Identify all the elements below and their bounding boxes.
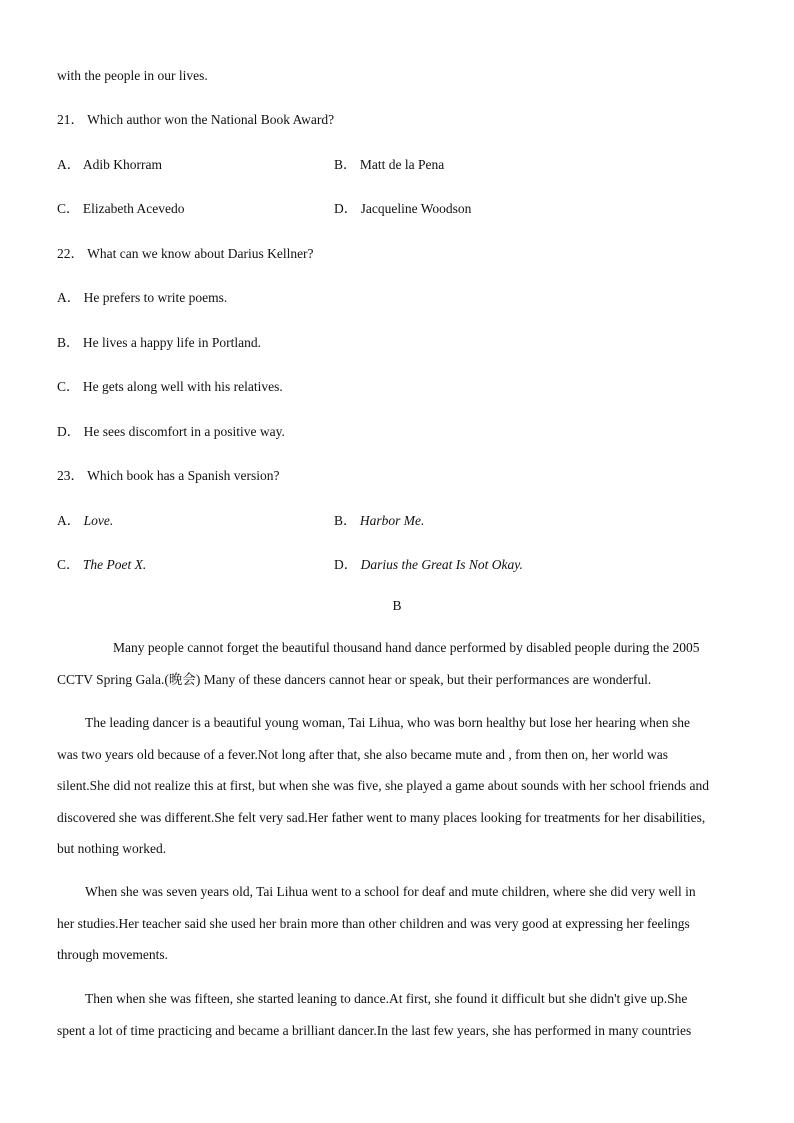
paragraph-line: CCTV Spring Gala.(晚会) Many of these dancers cannot hear or speak, but their performances are wonderful. — [57, 671, 652, 687]
question-22-stem: 22． What can we know about Darius Kellner? — [57, 246, 314, 261]
q23-option-a — [57, 512, 113, 530]
paragraph-line: her studies.Her teacher said she used her brain more than other children and was very good at expressing her feelings — [57, 915, 690, 931]
option-letter: A． — [57, 513, 81, 528]
paragraph-line: but nothing worked. — [57, 841, 167, 856]
paragraph-line: Then when she was fifteen, she started leaning to dance.At first, she found it difficult but she didn't give up.She — [85, 991, 688, 1006]
paragraph-line: discovered she was different.She felt very sad.Her father went to many places looking for treatments for her disabilities, — [57, 809, 706, 825]
option-text: Jacqueline Woodson — [360, 201, 472, 216]
passage-paragraph-3 — [57, 876, 737, 971]
option-letter: C． — [57, 557, 80, 572]
option-letter: A． — [57, 157, 81, 172]
q21-option-c — [57, 200, 184, 218]
option-letter: D． — [334, 201, 358, 216]
option-letter: A． — [57, 290, 81, 305]
paragraph-line: The leading dancer is a beautiful young woman, Tai Lihua, who was born healthy but lose her hearing when she — [85, 715, 691, 730]
paragraph-line: Many people cannot forget the beautiful thousand hand dance performed by disabled people during the 2005 — [113, 640, 700, 655]
option-letter: D． — [57, 424, 81, 439]
option-letter: B． — [57, 335, 80, 350]
option-letter: D． — [334, 557, 358, 572]
option-text: Matt de la Pena — [359, 157, 445, 172]
passage-paragraph-1 — [57, 632, 737, 695]
q22-option-b — [57, 334, 261, 352]
q22-option-d — [57, 423, 285, 441]
paragraph-line: was two years old because of a fever.Not long after that, she also became mute and , from then on, her world was — [57, 746, 669, 762]
option-text: Love. — [83, 513, 114, 528]
option-text: Elizabeth Acevedo — [82, 201, 185, 216]
q21-option-b — [334, 156, 444, 174]
question-21-stem: 21． Which author won the National Book Award? — [57, 112, 335, 127]
passage-paragraph-4 — [57, 983, 737, 1046]
q23-option-b — [334, 512, 424, 530]
option-letter: C． — [57, 379, 80, 394]
paragraph-line: silent.She did not realize this at first, but when she was five, she played a game about sounds with her school friends and — [57, 778, 709, 793]
paragraph-line: through movements. — [57, 947, 168, 962]
option-text: Adib Khorram — [82, 157, 162, 172]
option-text: Harbor Me. — [359, 513, 425, 528]
paragraph-line: When she was seven years old, Tai Lihua went to a school for deaf and mute children, where she did very well in — [85, 884, 696, 899]
section-heading: B — [392, 598, 402, 613]
option-text: He lives a happy life in Portland. — [82, 335, 261, 350]
option-text: Darius the Great Is Not Okay. — [360, 557, 523, 572]
option-text: The Poet X. — [82, 557, 147, 572]
paragraph-line: spent a lot of time practicing and became a brilliant dancer.In the last few years, she has performed in many countries — [57, 1022, 692, 1038]
q22-option-c — [57, 378, 283, 396]
q23-option-d — [334, 556, 523, 574]
q21-option-d — [334, 200, 471, 218]
option-letter: B． — [334, 157, 357, 172]
q22-option-a — [57, 289, 227, 307]
option-text: He sees discomfort in a positive way. — [83, 424, 285, 439]
option-text: He prefers to write poems. — [83, 290, 228, 305]
option-letter: C． — [57, 201, 80, 216]
intro-tail: with the people in our lives. — [57, 68, 208, 83]
question-23-stem: 23． Which book has a Spanish version? — [57, 468, 280, 483]
q21-option-a — [57, 156, 162, 174]
q23-option-c — [57, 556, 146, 574]
option-letter: B． — [334, 513, 357, 528]
passage-paragraph-2 — [57, 707, 737, 865]
option-text: He gets along well with his relatives. — [82, 379, 283, 394]
